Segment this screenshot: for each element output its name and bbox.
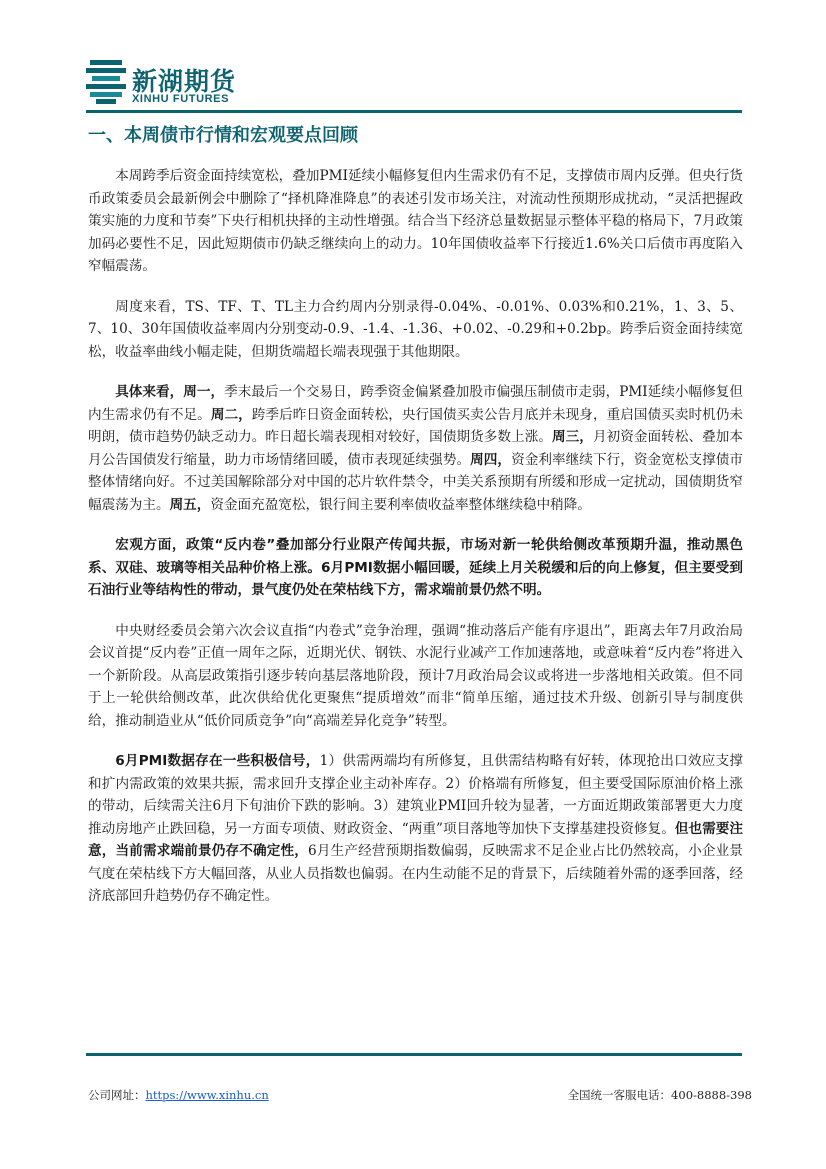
footer-hotline: 全国统一客服电话：400-8888-398 — [567, 1088, 752, 1102]
pmi-caution-label: 但也需要注意，当前需求端前景仍存不确定性， — [88, 820, 743, 859]
paragraph-weekly-summary: 本周跨季后资金面持续宽松，叠加PMI延续小幅修复但内生需求仍有不足，支撑债市周内反弹。但央行货币政策委员会最新例会中删除了“择机降准降息”的表述引发市场关注，对流动性预期形成扰动，“灵活把握政策实施的力度和节奏”下央行相机抉择的主动性增强。结合当下经济总量数据显示整体平稳的格局下，7月政策加码必要性不足，因此短期债市仍缺乏继续向上的动力。10年国债收益率下行接近1.6%关口后债市再度陷入窄幅震荡。 — [88, 168, 743, 274]
logo-mark-icon — [86, 60, 126, 104]
pmi-positive-text: 1）供需两端均有所修复，且供需结构略有好转，体现抢出口效应支撑和扩内需政策的效果共振，需求回升支撑企业主动补库存。2）价格端有所修复，但主要受国际原油价格上涨的带动，后续需关注6月下旬油价下跌的影响。3）建筑业PMI回升较为显著，一方面近期政策部署更大力度推动房地产止跌回稳，另一方面专项债、财政资金、“两重”项目落地等加快下支撑基建投资修复。 — [88, 753, 743, 837]
wednesday-label: 周三， — [552, 429, 593, 445]
logo-chinese-name: 新湖期货 — [132, 67, 237, 96]
pmi-caution-text: 6月生产经营预期指数偏弱，反映需求不足企业占比仍然较高，小企业景气度在荣枯线下方大幅回落，从业人员指数也偏弱。在内生动能不足的背景下，后续随着外需的逐季回落，经济底部回升趋势仍存不确定性。 — [88, 843, 743, 904]
logo-english-name: XINHU FUTURES — [132, 93, 230, 105]
paragraph-weekly-moves: 周度来看，TS、TF、T、TL主力合约周内分别录得-0.04%、-0.01%、0.03%和0.21%，1、3、5、7、10、30年国债收益率周内分别变动-0.9、-1.4、-1.36、+0.02、-0.29和+0.2bp。跨季后资金面持续宽松，收益率曲线小幅走陡，但期货端超长端表现强于其他期限。 — [88, 298, 743, 360]
thursday-label: 周四， — [470, 451, 512, 468]
company-logo — [86, 60, 256, 106]
paragraph-anti-involution: 中央财经委员会第六次会议直指“内卷式”竞争治理，强调“推动落后产能有序退出”，距离去年7月政治局会议首提“反内卷”正值一周年之际，近期光伏、钢铁、水泥行业减产工作加速落地，或意味着“反内卷”将进入一个新阶段。从高层政策指引逐步转向基层落地阶段，预计7月政治局会议或将进一步落地相关政策。但不同于上一轮供给侧改革，此次供给优化更聚焦“提质增效”而非“简单压缩，通过技术升级、创新引导与制度供给，推动制造业从“低价同质竞争”向“高端差异化竞争”转型。 — [88, 622, 743, 729]
thursday-text: 资金利率继续下行，资金宽松支撑债市整体情绪向好。不过美国解除部分对中国的芯片软件禁令，中美关系预期有所缓和形成一定扰动，国债期货窄幅震荡为主。 — [88, 451, 744, 513]
friday-label: 周五， — [169, 496, 211, 513]
website-link[interactable]: https://www.xinhu.cn — [145, 1088, 269, 1102]
article-body — [88, 165, 743, 926]
monday-text: 季末最后一个交易日，跨季资金偏紧叠加股市偏强压制债市走弱，PMI延续小幅修复但内生需求仍有不足。 — [88, 384, 744, 423]
footer-divider — [86, 1053, 742, 1056]
tuesday-text: 跨季后昨日资金面转松，央行国债买卖公告月底并未现身，重启国债买卖时机仍未明朗，债市趋势仍缺乏动力。昨日超长端表现相对较好，国债期货多数上涨。 — [88, 406, 744, 445]
header-divider — [86, 110, 742, 113]
pmi-positive-label: 6月PMI数据存在一些积极信号， — [115, 753, 320, 769]
website-label: 公司网址： — [88, 1088, 146, 1102]
section-title: 一、本周债市行情和宏观要点回顾 — [88, 125, 358, 146]
paragraph-pmi-signals — [88, 750, 743, 908]
paragraph-macro-highlight: 宏观方面，政策“反内卷”叠加部分行业限产传闻共振，市场对新一轮供给侧改革预期升温，推动黑色系、双硅、玻璃等相关品种价格上涨。6月PMI数据小幅回暖，延续上月关税缓和后的向上修复，但主要受到石油行业等结构性的带动，景气度仍处在荣枯线下方，需求端前景仍然不明。 — [88, 537, 743, 598]
paragraph-daily-review — [88, 381, 743, 516]
daily-review-lead: 具体来看，周一， — [115, 384, 225, 400]
wednesday-text: 月初资金面转松、叠加本月公告国债发行缩量，助力市场情绪回暖，债市表现延续强势。 — [88, 429, 744, 468]
footer-website — [88, 1087, 269, 1103]
friday-text: 资金面充盈宽松，银行间主要利率债收益率整体继续稳中稍降。 — [210, 496, 591, 513]
tuesday-label: 周二， — [210, 406, 252, 423]
